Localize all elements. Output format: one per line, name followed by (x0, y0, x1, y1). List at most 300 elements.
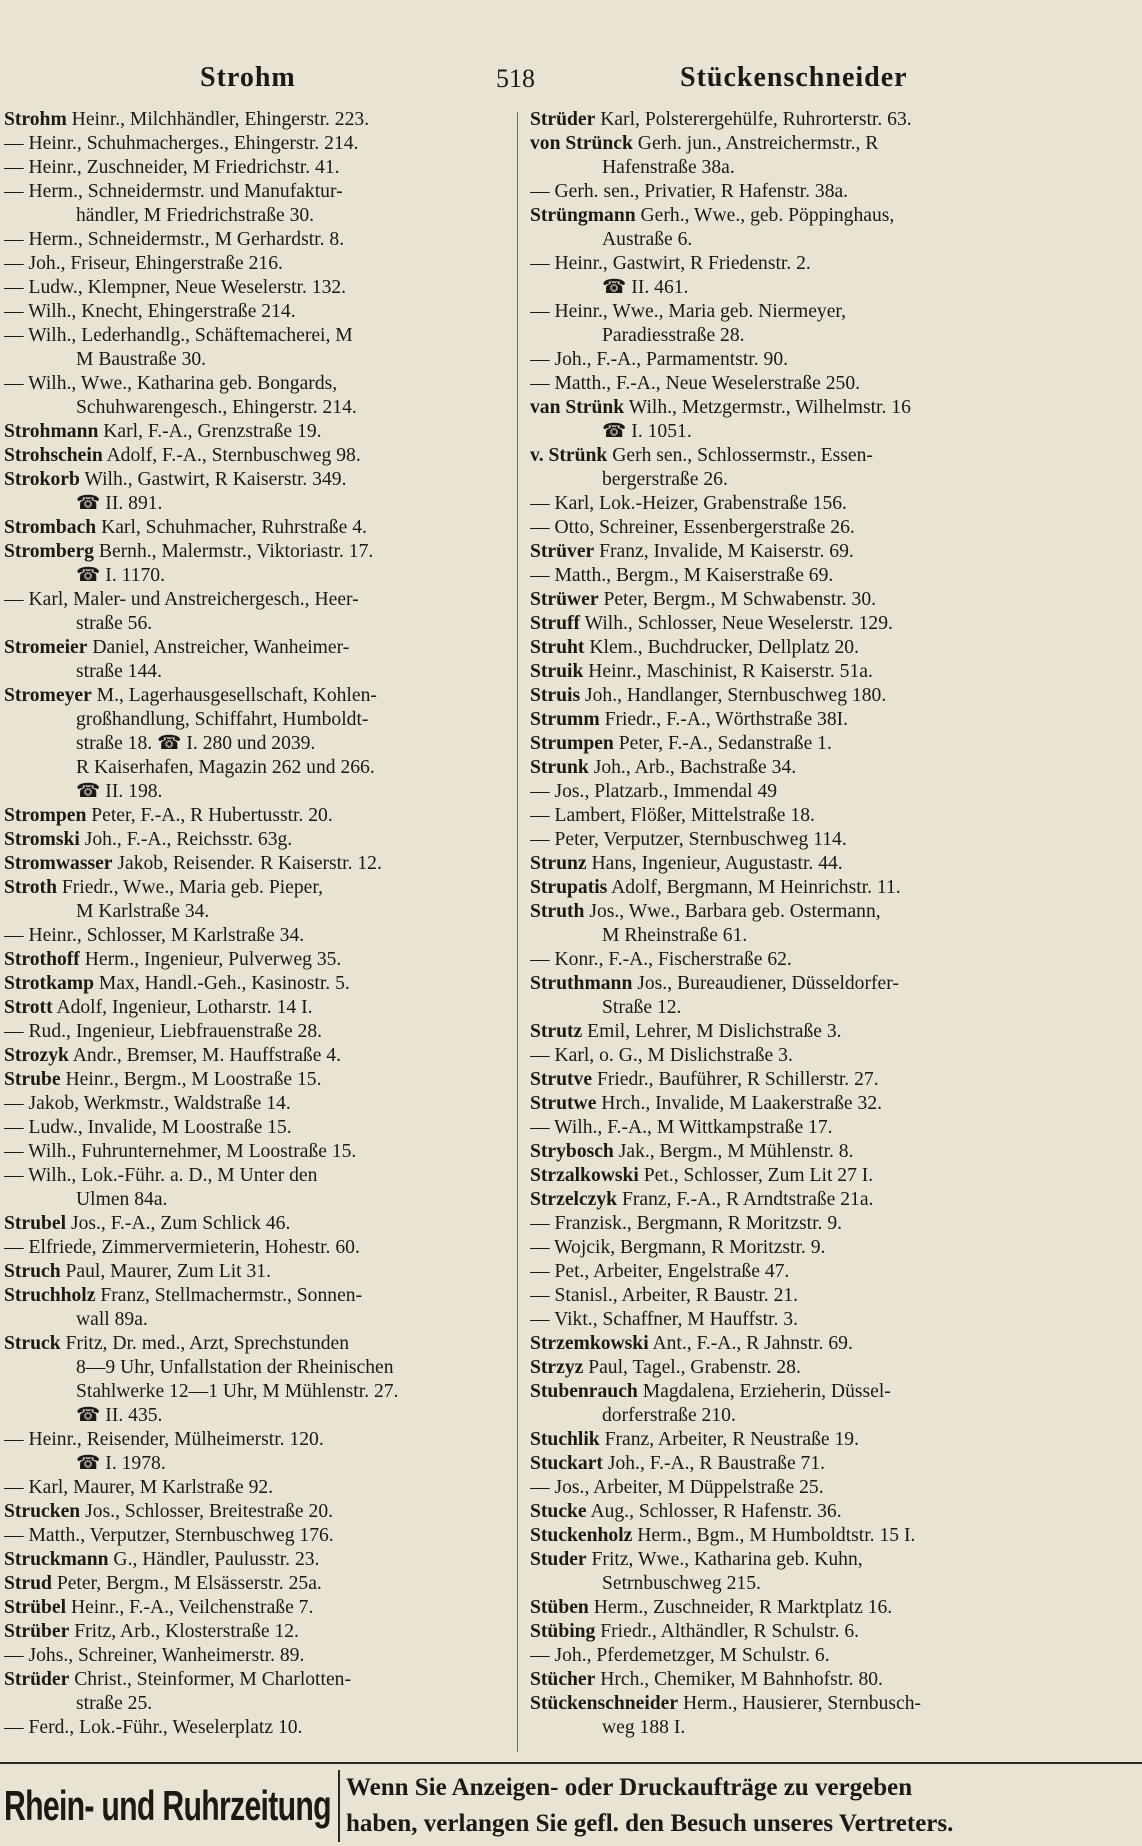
entry-line: Strothoff Herm., Ingenieur, Pulverweg 35. (4, 949, 342, 970)
entry-line: Strohschein Adolf, F.-A., Sternbuschweg 98. (4, 445, 361, 466)
directory-entry (4, 468, 504, 516)
entry-line: Struik Heinr., Maschinist, R Kaiserstr. 51a. (530, 661, 873, 682)
directory-entry (530, 1164, 1130, 1188)
entry-line: Strutwe Hrch., Invalide, M Laakerstraße 32. (530, 1093, 883, 1114)
entry-line: — Joh., F.-A., Parmamentstr. 90. (530, 349, 789, 370)
entry-surname: Struis (530, 685, 581, 706)
entry-continuation-line: ☎ II. 461. (602, 277, 689, 298)
directory-entry (4, 276, 504, 300)
directory-entry (530, 1140, 1130, 1164)
entry-continuation-line: Setrnbuschweg 215. (602, 1573, 761, 1594)
directory-entry (4, 852, 504, 876)
entry-line: Stucke Aug., Schlosser, R Hafenstr. 36. (530, 1501, 842, 1522)
entry-surname: Strokorb (4, 469, 80, 490)
directory-entry (4, 1140, 504, 1164)
directory-entry (530, 660, 1130, 684)
directory-entry (4, 1044, 504, 1068)
entry-continuation-line: händler, M Friedrichstraße 30. (76, 205, 315, 226)
directory-entry (4, 1644, 504, 1668)
entry-line: Strotkamp Max, Handl.-Geh., Kasinostr. 5. (4, 973, 350, 994)
entry-line: Strott Adolf, Ingenieur, Lotharstr. 14 I. (4, 997, 313, 1018)
entry-surname: Stüben (530, 1597, 589, 1618)
entry-surname: Stuckart (530, 1453, 603, 1474)
directory-entry (4, 252, 504, 276)
entry-line: Struck Fritz, Dr. med., Arzt, Sprechstunden (4, 1333, 350, 1354)
entry-line: — Jakob, Werkmstr., Waldstraße 14. (4, 1093, 291, 1114)
entry-line: Strüwer Peter, Bergm., M Schwabenstr. 30. (530, 589, 877, 610)
entry-surname: Stromeier (4, 637, 88, 658)
entry-line: Strokorb Wilh., Gastwirt, R Kaiserstr. 349. (4, 469, 347, 490)
directory-entry (530, 1620, 1130, 1644)
entry-line: Struht Klem., Buchdrucker, Dellplatz 20. (530, 637, 859, 658)
directory-entry (4, 372, 504, 420)
entry-line: — Otto, Schreiner, Essenbergerstraße 26. (530, 517, 855, 538)
entry-line: — Matth., Verputzer, Sternbuschweg 176. (4, 1525, 334, 1546)
entry-surname: Strohm (4, 109, 67, 130)
directory-entry (530, 1044, 1130, 1068)
directory-entry (530, 1068, 1130, 1092)
entry-line: Strüder Christ., Steinformer, M Charlotten- (4, 1669, 351, 1690)
entry-line: van Strünk Wilh., Metzgermstr., Wilhelmstr. 16 (530, 397, 911, 418)
entry-line: — Heinr., Zuschneider, M Friedrichstr. 41. (4, 157, 340, 178)
directory-entry (530, 1260, 1130, 1284)
entry-surname: Stromski (4, 829, 80, 850)
entry-surname: Strompen (4, 805, 87, 826)
entry-line: Stromski Joh., F.-A., Reichsstr. 63g. (4, 829, 293, 850)
directory-entry (530, 516, 1130, 540)
entry-line: Studer Fritz, Wwe., Katharina geb. Kuhn, (530, 1549, 863, 1570)
entry-line: — Rud., Ingenieur, Liebfrauenstraße 28. (4, 1021, 323, 1042)
directory-entry (4, 1548, 504, 1572)
entry-line: Strohm Heinr., Milchhändler, Ehingerstr. 223. (4, 109, 370, 130)
entry-continuation-line: ☎ II. 435. (76, 1405, 163, 1426)
entry-continuation-line: Ulmen 84a. (76, 1189, 168, 1210)
directory-entry (530, 564, 1130, 588)
entry-line: — Peter, Verputzer, Sternbuschweg 114. (530, 829, 847, 850)
directory-entry (530, 108, 1130, 132)
directory-entry (4, 516, 504, 540)
directory-entry (4, 132, 504, 156)
entry-surname: Strombach (4, 517, 97, 538)
directory-entry (530, 396, 1130, 444)
entry-line: — Karl, Lok.-Heizer, Grabenstraße 156. (530, 493, 847, 514)
entry-surname: Struch (4, 1261, 61, 1282)
entry-continuation-line: ☎ I. 1978. (76, 1453, 166, 1474)
directory-entry (4, 1428, 504, 1476)
directory-entry (530, 1500, 1130, 1524)
directory-entry (4, 1500, 504, 1524)
directory-entry (530, 732, 1130, 756)
directory-entry (4, 1332, 504, 1428)
advertisement-footer (0, 1762, 1142, 1846)
directory-entry (530, 972, 1130, 1020)
entry-continuation-line: straße 56. (76, 613, 153, 634)
entry-surname: Stucke (530, 1501, 587, 1522)
directory-entry (4, 1116, 504, 1140)
entry-line: v. Strünk Gerh sen., Schlossermstr., Essen- (530, 445, 873, 466)
entry-surname: Struht (530, 637, 585, 658)
entry-surname: Stromeyer (4, 685, 92, 706)
directory-entry (530, 756, 1130, 780)
entry-line: — Heinr., Schuhmacherges., Ehingerstr. 214. (4, 133, 359, 154)
entry-surname: Struck (4, 1333, 61, 1354)
entry-surname: Strumpen (530, 733, 614, 754)
directory-entry (4, 828, 504, 852)
entry-line: Strunz Hans, Ingenieur, Augustastr. 44. (530, 853, 843, 874)
directory-entry (530, 1668, 1130, 1692)
entry-line: — Joh., Pferdemetzger, M Schulstr. 6. (530, 1645, 830, 1666)
ad-line-2: haben, verlangen Sie gefl. den Besuch unseres Vertreters. (346, 1810, 954, 1837)
entry-line: — Heinr., Schlosser, M Karlstraße 34. (4, 925, 305, 946)
entry-surname: Strucken (4, 1501, 81, 1522)
entry-continuation-line: bergerstraße 26. (602, 469, 728, 490)
entry-line: Struth Jos., Wwe., Barbara geb. Ostermann, (530, 901, 881, 922)
directory-entry (4, 420, 504, 444)
directory-entry (530, 1548, 1130, 1596)
entry-line: Stromeier Daniel, Anstreicher, Wanheimer- (4, 637, 350, 658)
entry-surname: Struthmann (530, 973, 633, 994)
entry-continuation-line: M Rheinstraße 61. (602, 925, 748, 946)
entry-surname: Strüber (4, 1621, 70, 1642)
entry-surname: Struth (530, 901, 585, 922)
entry-surname: Struik (530, 661, 584, 682)
entry-line: Strupatis Adolf, Bergmann, M Heinrichstr. 11. (530, 877, 901, 898)
directory-entry (4, 1164, 504, 1212)
entry-line: — Vikt., Schaffner, M Hauffstr. 3. (530, 1309, 798, 1330)
directory-entry (530, 132, 1130, 180)
entry-surname: Stuchlik (530, 1429, 600, 1450)
entry-line: Strumm Friedr., F.-A., Wörthstraße 38I. (530, 709, 849, 730)
directory-entry (4, 300, 504, 324)
entry-line: Stücher Hrch., Chemiker, M Bahnhofstr. 80. (530, 1669, 883, 1690)
entry-continuation-line: straße 144. (76, 661, 162, 682)
entry-line: Strube Heinr., Bergm., M Loostraße 15. (4, 1069, 322, 1090)
entry-surname: Strübel (4, 1597, 67, 1618)
ad-line-1: Wenn Sie Anzeigen- oder Druckaufträge zu vergeben (346, 1774, 913, 1801)
directory-entry (4, 1236, 504, 1260)
directory-entry (4, 1596, 504, 1620)
entry-continuation-line: straße 18. ☎ I. 280 und 2039. (76, 733, 316, 754)
entry-line: — Ludw., Invalide, M Loostraße 15. (4, 1117, 292, 1138)
entry-continuation-line: M Karlstraße 34. (76, 901, 210, 922)
directory-entry (530, 780, 1130, 804)
entry-line: — Heinr., Gastwirt, R Friedenstr. 2. (530, 253, 811, 274)
entry-line: Strzalkowski Pet., Schlosser, Zum Lit 27 I. (530, 1165, 874, 1186)
entry-line: — Gerh. sen., Privatier, R Hafenstr. 38a. (530, 181, 849, 202)
entry-line: Stubenrauch Magdalena, Erzieherin, Düssel- (530, 1381, 891, 1402)
directory-entry (530, 876, 1130, 900)
directory-entry (4, 804, 504, 828)
entry-line: Struckmann G., Händler, Paulusstr. 23. (4, 1549, 320, 1570)
entry-surname: Strybosch (530, 1141, 614, 1162)
entry-continuation-line: Austraße 6. (602, 229, 693, 250)
entry-continuation-line: Schuhwarengesch., Ehingerstr. 214. (76, 397, 357, 418)
entry-line: — Jos., Arbeiter, M Düppelstraße 25. (530, 1477, 824, 1498)
directory-entry (530, 588, 1130, 612)
directory-entry (530, 684, 1130, 708)
entry-surname: Strzemkowski (530, 1333, 649, 1354)
entry-line: — Wilh., Wwe., Katharina geb. Bongards, (4, 373, 338, 394)
directory-entry (4, 228, 504, 252)
left-column (4, 108, 504, 1740)
directory-entry (4, 1716, 504, 1740)
entry-continuation-line: ☎ II. 891. (76, 493, 163, 514)
directory-entry (530, 948, 1130, 972)
header-right-title: Stückenschneider (680, 62, 908, 93)
directory-entry (4, 972, 504, 996)
directory-entry (4, 636, 504, 684)
directory-entry (4, 1668, 504, 1716)
entry-line: Struthmann Jos., Bureaudiener, Düsseldorfer- (530, 973, 899, 994)
entry-line: — Joh., Friseur, Ehingerstraße 216. (4, 253, 283, 274)
entry-line: Stückenschneider Herm., Hausierer, Sternbusch- (530, 1693, 922, 1714)
directory-entry (530, 444, 1130, 492)
entry-surname: Strumm (530, 709, 600, 730)
directory-entry (4, 540, 504, 588)
directory-entry (4, 1284, 504, 1332)
entry-surname: Strohmann (4, 421, 99, 442)
entry-line: Struff Wilh., Schlosser, Neue Weselerstr. 129. (530, 613, 893, 634)
entry-continuation-line: Hafenstraße 38a. (602, 157, 735, 178)
entry-surname: Studer (530, 1549, 587, 1570)
entry-surname: Stroth (4, 877, 57, 898)
entry-surname: Strutz (530, 1021, 583, 1042)
entry-continuation-line: weg 188 I. (602, 1717, 686, 1738)
entry-surname: Strutwe (530, 1093, 597, 1114)
entry-surname: Strube (4, 1069, 61, 1090)
entry-line: Strunk Joh., Arb., Bachstraße 34. (530, 757, 797, 778)
entry-continuation-line: wall 89a. (76, 1309, 148, 1330)
directory-entry (530, 1236, 1130, 1260)
directory-entry (4, 996, 504, 1020)
entry-line: Stuchlik Franz, Arbeiter, R Neustraße 19. (530, 1429, 860, 1450)
directory-entry (530, 1092, 1130, 1116)
entry-line: — Pet., Arbeiter, Engelstraße 47. (530, 1261, 790, 1282)
entry-continuation-line: M Baustraße 30. (76, 349, 207, 370)
entry-line: von Strünck Gerh. jun., Anstreichermstr., R (530, 133, 879, 154)
entry-line: Strutve Friedr., Bauführer, R Schillerstr. 27. (530, 1069, 879, 1090)
directory-entry (530, 1452, 1130, 1476)
entry-surname: Stromberg (4, 541, 94, 562)
directory-entry (530, 1380, 1130, 1428)
directory-entry (530, 300, 1130, 348)
entry-surname: Strothoff (4, 949, 80, 970)
entry-line: Strzyz Paul, Tagel., Grabenstr. 28. (530, 1357, 801, 1378)
directory-entry (4, 1476, 504, 1500)
entry-line: Stuckenholz Herm., Bgm., M Humboldtstr. 15 I. (530, 1525, 916, 1546)
directory-entry (4, 324, 504, 372)
entry-line: Struch Paul, Maurer, Zum Lit 31. (4, 1261, 271, 1282)
entry-surname: v. Strünk (530, 445, 608, 466)
entry-line: — Johs., Schreiner, Wanheimerstr. 89. (4, 1645, 305, 1666)
header-left-title: Strohm (200, 62, 296, 93)
entry-line: — Herm., Schneidermstr., M Gerhardstr. 8. (4, 229, 345, 250)
entry-surname: Strutve (530, 1069, 593, 1090)
entry-surname: Stubenrauch (530, 1381, 638, 1402)
entry-line: — Karl, Maler- und Anstreichergesch., Heer- (4, 589, 359, 610)
directory-entry (4, 588, 504, 636)
entry-surname: Stübing (530, 1621, 596, 1642)
entry-surname: Strunk (530, 757, 589, 778)
directory-entry (530, 900, 1130, 948)
directory-entry (4, 108, 504, 132)
entry-line: — Heinr., Reisender, Mülheimerstr. 120. (4, 1429, 324, 1450)
directory-entry (4, 876, 504, 924)
entry-line: Strzelczyk Franz, F.-A., R Arndtstraße 21a. (530, 1189, 874, 1210)
entry-line: — Wilh., Lederhandlg., Schäftemacherei, M (4, 325, 353, 346)
directory-entry (530, 1188, 1130, 1212)
entry-continuation-line: ☎ I. 1170. (76, 565, 165, 586)
directory-entry (530, 180, 1130, 204)
entry-line: Strutz Emil, Lehrer, M Dislichstraße 3. (530, 1021, 842, 1042)
advertisement-text (338, 1770, 1142, 1842)
entry-surname: Strzyz (530, 1357, 584, 1378)
entry-line: — Matth., Bergm., M Kaiserstraße 69. (530, 565, 834, 586)
entry-line: Strompen Peter, F.-A., R Hubertusstr. 20. (4, 805, 333, 826)
directory-entry (4, 156, 504, 180)
directory-entry (530, 204, 1130, 252)
entry-surname: Strüwer (530, 589, 599, 610)
right-column (530, 108, 1130, 1740)
entry-line: Strzemkowski Ant., F.-A., R Jahnstr. 69. (530, 1333, 853, 1354)
entry-line: Strozyk Andr., Bremser, M. Hauffstraße 4. (4, 1045, 341, 1066)
directory-entry (530, 1356, 1130, 1380)
entry-surname: Strüder (4, 1669, 70, 1690)
entry-continuation-line: Paradiesstraße 28. (602, 325, 745, 346)
newspaper-logo: Rhein- und Ruhrzeitung (4, 1782, 331, 1829)
directory-entry (530, 1692, 1130, 1740)
entry-line: — Wilh., Lok.-Führ. a. D., M Unter den (4, 1165, 318, 1186)
entry-line: — Elfriede, Zimmervermieterin, Hohestr. 60. (4, 1237, 360, 1258)
directory-entry (530, 828, 1130, 852)
entry-surname: Strott (4, 997, 53, 1018)
entry-surname: Strzelczyk (530, 1189, 618, 1210)
entry-continuation-line: Stahlwerke 12—1 Uhr, M Mühlenstr. 27. (76, 1381, 399, 1402)
entry-line: Strucken Jos., Schlosser, Breitestraße 20. (4, 1501, 334, 1522)
directory-entry (530, 1524, 1130, 1548)
entry-surname: Strüngmann (530, 205, 636, 226)
entry-line: Struis Joh., Handlanger, Sternbuschweg 180. (530, 685, 887, 706)
directory-entry (530, 612, 1130, 636)
entry-surname: van Strünk (530, 397, 625, 418)
entry-line: — Karl, o. G., M Dislichstraße 3. (530, 1045, 793, 1066)
entry-line: — Wojcik, Bergmann, R Moritzstr. 9. (530, 1237, 826, 1258)
entry-surname: Strupatis (530, 877, 608, 898)
directory-entry (4, 1020, 504, 1044)
directory-entry (4, 1524, 504, 1548)
directory-entry (530, 708, 1130, 732)
entry-line: Strombach Karl, Schuhmacher, Ruhrstraße 4. (4, 517, 367, 538)
directory-entry (530, 1428, 1130, 1452)
directory-entry (4, 444, 504, 468)
entry-surname: Struckmann (4, 1549, 109, 1570)
directory-entry (4, 1260, 504, 1284)
entry-line: Strübel Heinr., F.-A., Veilchenstraße 7. (4, 1597, 314, 1618)
entry-line: Stübing Friedr., Althändler, R Schulstr. 6. (530, 1621, 860, 1642)
directory-entry (530, 1308, 1130, 1332)
entry-continuation-line: großhandlung, Schiffahrt, Humboldt- (76, 709, 369, 730)
entry-line: Stromeyer M., Lagerhausgesellschaft, Kohlen- (4, 685, 377, 706)
directory-entry (530, 852, 1130, 876)
directory-entry (4, 1092, 504, 1116)
entry-line: Strybosch Jak., Bergm., M Mühlenstr. 8. (530, 1141, 854, 1162)
entry-continuation-line: R Kaiserhafen, Magazin 262 und 266. (76, 757, 375, 778)
entry-surname: Stückenschneider (530, 1693, 679, 1714)
entry-line: — Ferd., Lok.-Führ., Weselerplatz 10. (4, 1717, 303, 1738)
entry-continuation-line: 8—9 Uhr, Unfallstation der Rheinischen (76, 1357, 394, 1378)
entry-surname: Strotkamp (4, 973, 94, 994)
entry-line: — Ludw., Klempner, Neue Weselerstr. 132. (4, 277, 347, 298)
directory-entry (4, 180, 504, 228)
entry-line: — Matth., F.-A., Neue Weselerstraße 250. (530, 373, 861, 394)
entry-line: Strubel Jos., F.-A., Zum Schlick 46. (4, 1213, 291, 1234)
directory-entry (530, 492, 1130, 516)
entry-line: — Konr., F.-A., Fischerstraße 62. (530, 949, 792, 970)
entry-line: — Lambert, Flößer, Mittelstraße 18. (530, 805, 815, 826)
directory-entry (4, 1620, 504, 1644)
directory-entry (530, 1116, 1130, 1140)
directory-entry (530, 348, 1130, 372)
entry-surname: Strohschein (4, 445, 103, 466)
entry-surname: Strud (4, 1573, 52, 1594)
directory-entry (530, 804, 1130, 828)
entry-surname: Strzalkowski (530, 1165, 639, 1186)
entry-surname: Stromwasser (4, 853, 113, 874)
entry-surname: Strüver (530, 541, 595, 562)
entry-line: Strüber Fritz, Arb., Klosterstraße 12. (4, 1621, 299, 1642)
entry-line: Stromwasser Jakob, Reisender. R Kaiserstr. 12. (4, 853, 382, 874)
entry-line: Stuckart Joh., F.-A., R Baustraße 71. (530, 1453, 826, 1474)
entry-surname: Stuckenholz (530, 1525, 633, 1546)
page-number: 518 (496, 64, 535, 93)
entry-line: Stromberg Bernh., Malermstr., Viktoriastr. 17. (4, 541, 374, 562)
entry-continuation-line: dorferstraße 210. (602, 1405, 736, 1426)
directory-entry (4, 684, 504, 804)
directory-entry (530, 1020, 1130, 1044)
directory-entry (530, 372, 1130, 396)
directory-entry (4, 1572, 504, 1596)
directory-entry (4, 1212, 504, 1236)
entry-line: Strud Peter, Bergm., M Elsässerstr. 25a. (4, 1573, 322, 1594)
entry-line: — Jos., Platzarb., Immendal 49 (530, 781, 778, 802)
entry-line: — Wilh., Knecht, Ehingerstraße 214. (4, 301, 296, 322)
entry-line: — Stanisl., Arbeiter, R Baustr. 21. (530, 1285, 799, 1306)
directory-entry (530, 1332, 1130, 1356)
directory-entry (530, 1596, 1130, 1620)
entry-continuation-line: straße 25. (76, 1693, 153, 1714)
entry-surname: Strozyk (4, 1045, 69, 1066)
entry-line: — Franzisk., Bergmann, R Moritzstr. 9. (530, 1213, 843, 1234)
entry-line: Strüver Franz, Invalide, M Kaiserstr. 69. (530, 541, 854, 562)
page-header (0, 62, 1142, 98)
entry-line: — Heinr., Wwe., Maria geb. Niermeyer, (530, 301, 847, 322)
entry-continuation-line: ☎ I. 1051. (602, 421, 692, 442)
entry-surname: Strubel (4, 1213, 67, 1234)
directory-entry (530, 1476, 1130, 1500)
column-divider (517, 112, 518, 1752)
directory-entry (4, 1068, 504, 1092)
entry-surname: Stücher (530, 1669, 596, 1690)
directory-entry (530, 540, 1130, 564)
directory-entry (530, 252, 1130, 300)
entry-continuation-line: Straße 12. (602, 997, 682, 1018)
directory-entry (530, 1644, 1130, 1668)
entry-line: Stroth Friedr., Wwe., Maria geb. Pieper, (4, 877, 324, 898)
directory-entry (4, 924, 504, 948)
entry-surname: Struff (530, 613, 581, 634)
entry-line: Strohmann Karl, F.-A., Grenzstraße 19. (4, 421, 322, 442)
entry-surname: von Strünck (530, 133, 633, 154)
